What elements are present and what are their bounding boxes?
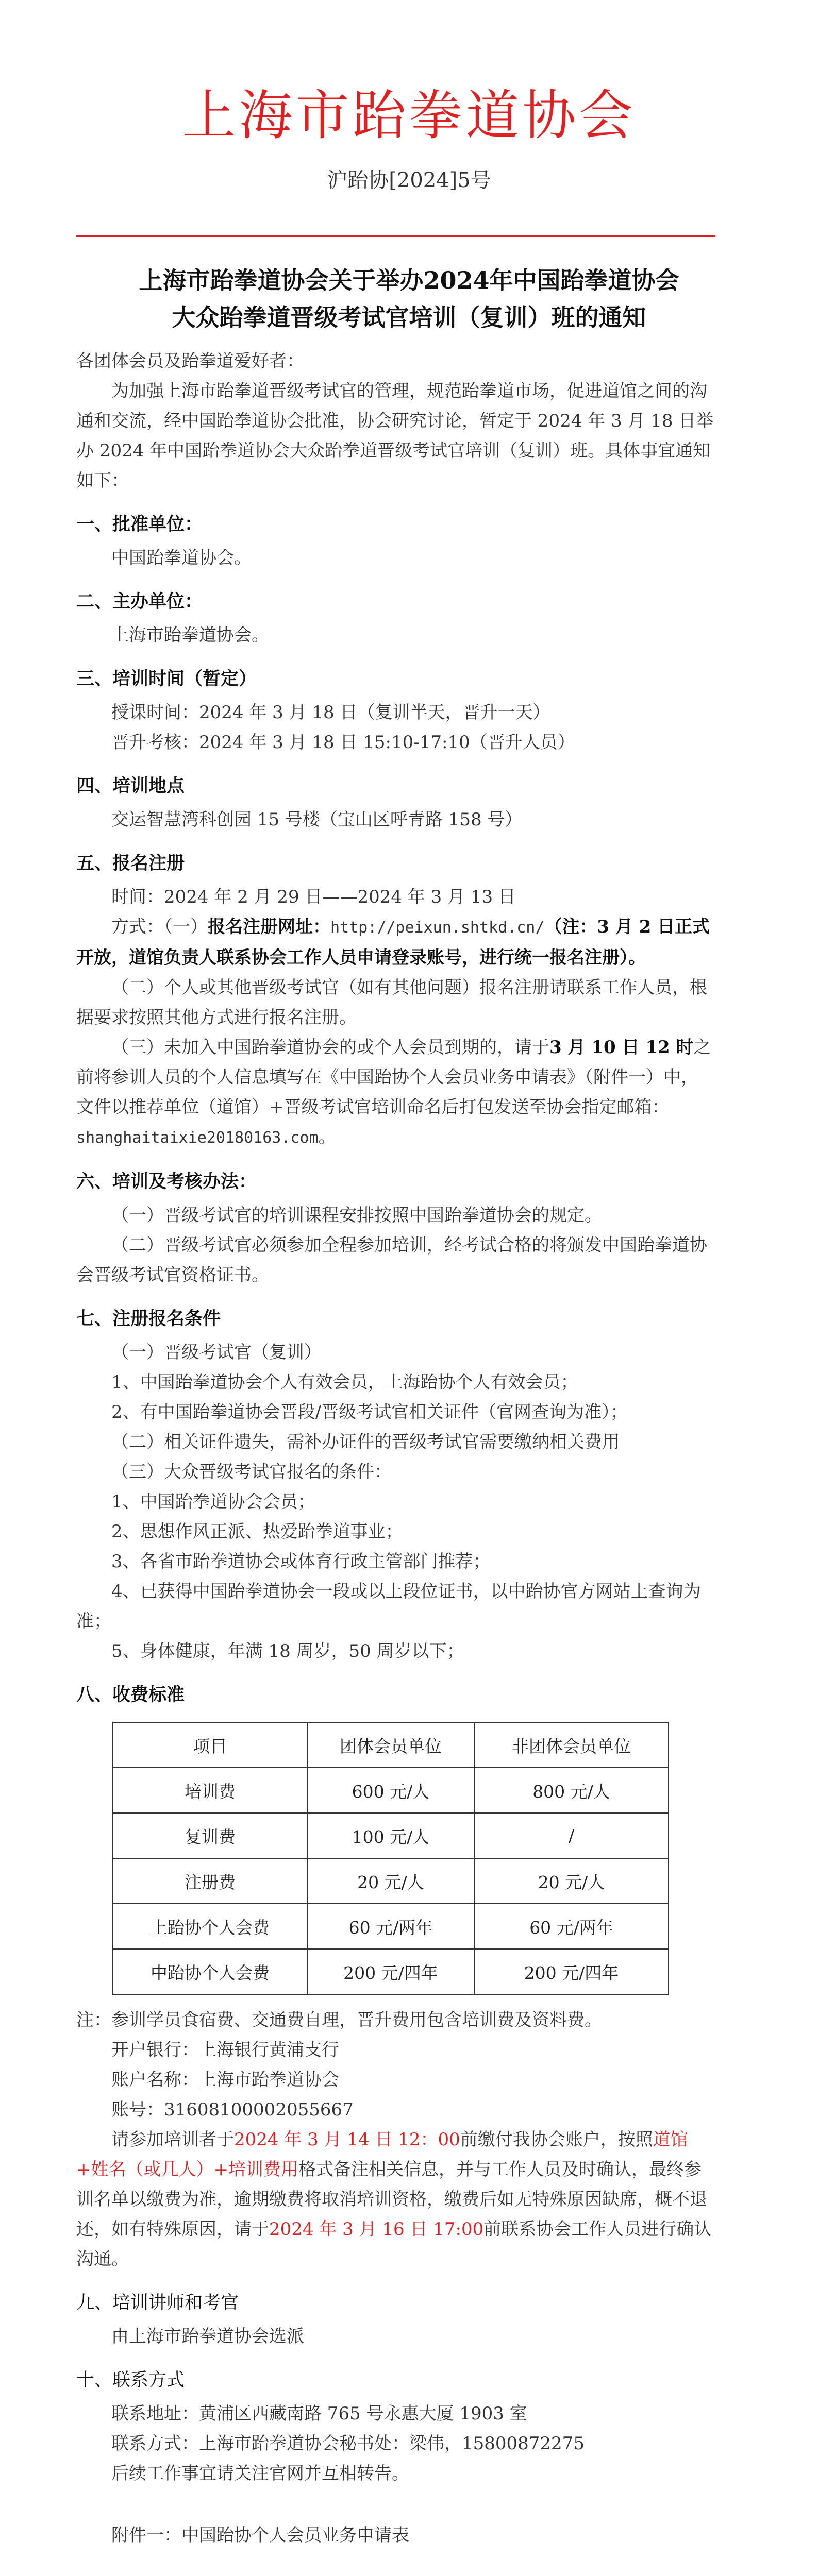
section-heading-contact: 十、联系方式 (76, 2370, 185, 2391)
section-heading-instructors: 九、培训讲师和考官 (76, 2293, 239, 2313)
fee-note: 注：参训学员食宿费、交通费自理，晋升费用包含培训费及资料费。 (76, 2010, 602, 2030)
conditions-d3: 3、各省市跆拳道协会或体育行政主管部门推荐； (111, 1551, 491, 1572)
approver-text: 中国跆拳道协会。 (111, 548, 252, 568)
fee-cell: 200 元/四年 (307, 1949, 474, 1994)
account-name: 账户名称：上海市跆拳道协会 (111, 2070, 339, 2090)
registration-item-3 (76, 1032, 715, 1153)
fee-table-header-row (113, 1722, 669, 1768)
conditions-sub-3: （三）大众晋级考试官报名的条件： (111, 1462, 392, 1482)
conditions-c2: 2、有中国跆拳道协会晋段/晋级考试官相关证件（官网查询为准）； (111, 1402, 628, 1422)
item3-text-a: （三）未加入中国跆拳道协会的或个人会员到期的，请于 (111, 1037, 549, 1058)
method-note: （注：3 月 2 日正式开放，道馆负责人联系协会工作人员申请登录账号，进行统一报名注册）。 (76, 917, 710, 968)
assessment-item-1: （一）晋级考试官的培训课程安排按照中国跆拳道协会的规定。 (111, 1205, 602, 1226)
registration-time: 时间：2024 年 2 月 29 日——2024 年 3 月 13 日 (111, 887, 516, 907)
item3-text-b: 之前将参训人员的个人信息填写在《中国跆协个人会员业务申请表》（附件一）中，文件以推荐单位（道馆）+晋级考试官培训命名后打包发送至协会指定邮箱： (76, 1037, 711, 1117)
conditions-sub-1: （一）晋级考试官（复训） (111, 1342, 322, 1363)
conditions-d5: 5、身体健康，年满 18 周岁，50 周岁以下； (111, 1641, 464, 1662)
document-number: 沪跆协[2024]5号 (327, 168, 491, 192)
section-heading-location: 四、培训地点 (76, 775, 185, 796)
pay-deadline: 2024 年 3 月 14 日 12：00 (234, 2129, 460, 2150)
registration-item-2: （二）个人或其他晋级考试官（如有其他问题）报名注册请联系工作人员，根据要求按照其他方式进行报名注册。 (76, 977, 707, 1028)
fee-cell: 200 元/四年 (474, 1949, 669, 1994)
fee-cell: / (474, 1813, 669, 1858)
fee-table (112, 1722, 669, 1995)
notice-body (76, 346, 715, 2550)
notice-title-line2: 大众跆拳道晋级考试官培训（复训）班的通知 (172, 303, 646, 331)
section-heading-approver: 一、批准单位： (76, 514, 203, 535)
fee-cell: 600 元/人 (307, 1768, 474, 1813)
conditions-sub-2: （二）相关证件遗失，需补办证件的晋级考试官需要缴纳相关费用 (111, 1432, 620, 1452)
fee-cell: 20 元/人 (474, 1858, 669, 1904)
fee-cell: 100 元/人 (307, 1813, 474, 1858)
lecture-time: 授课时间：2024 年 3 月 18 日（复训半天，晋升一天） (111, 702, 550, 723)
table-row (113, 1904, 669, 1949)
table-row (113, 1768, 669, 1813)
instructors-text: 由上海市跆拳道协会选派 (111, 2326, 304, 2347)
pay-text-c: 格式备注相关信息，并与工作人员及时确认，最终参训名单以缴费为准，逾期缴费将取消培训资格，缴费后如无特殊原因缺席，概不退还，如有特殊原因，请于 (76, 2159, 707, 2240)
item3-deadline: 3 月 10 日 12 时 (549, 1037, 694, 1058)
attachment-link[interactable]: 附件一：中国跆协个人会员业务申请表 (111, 2525, 409, 2546)
intro-paragraph: 为加强上海市跆拳道晋级考试官的管理，规范跆拳道市场，促进道馆之间的沟通和交流，经中国跆拳道协会批准，协会研究讨论，暂定于 2024 年 3 月 18 日举办 2024 年中国跆拳道协会大众跆拳道晋级考试官培训（复训）班。具体事宜通知如下： (76, 381, 714, 491)
fee-cell: 培训费 (113, 1768, 307, 1813)
conditions-d2: 2、思想作风正派、热爱跆拳道事业； (111, 1521, 403, 1542)
conditions-d1: 1、中国跆拳道协会会员； (111, 1492, 315, 1512)
item3-end: 。 (318, 1127, 336, 1147)
notice-title-line1: 上海市跆拳道协会关于举办2024年中国跆拳道协会 (139, 266, 679, 294)
table-row (113, 1813, 669, 1858)
pay-remark-format: 道馆+姓名（或几人）+培训费用 (76, 2129, 688, 2180)
pay-text-b: 前缴付我协会账户，按照 (460, 2129, 653, 2150)
section-heading-registration: 五、报名注册 (76, 853, 185, 874)
table-row (113, 1949, 669, 1994)
location-text: 交运智慧湾科创园 15 号楼（宝山区呼青路 158 号） (111, 809, 523, 830)
fee-cell: 800 元/人 (474, 1768, 669, 1813)
section-heading-assessment: 六、培训及考核办法： (76, 1171, 257, 1192)
fee-cell: 复训费 (113, 1813, 307, 1858)
section-heading-fees: 八、收费标准 (76, 1684, 185, 1705)
exam-time: 晋升考核：2024 年 3 月 18 日 15:10-17:10（晋升人员） (111, 732, 575, 753)
method-label: 报名注册网址： (208, 917, 330, 937)
pay-text-d: 前联系协会工作人员进行确认沟通。 (76, 2219, 712, 2269)
assessment-item-2: （二）晋级考试官必须参加全程参加培训，经考试合格的将颁发中国跆拳道协会晋级考试官资格证书。 (76, 1235, 707, 1285)
letterhead-title: 上海市跆拳道协会 (182, 84, 636, 147)
pay-contact-deadline: 2024 年 3 月 16 日 17:00 (269, 2219, 484, 2240)
fee-cell: 注册费 (113, 1858, 307, 1904)
registration-url-link[interactable]: http://peixun.shtkd.cn/ (330, 919, 545, 937)
contact-address: 联系地址：黄浦区西藏南路 765 号永惠大厦 1903 室 (111, 2403, 527, 2424)
fee-cell: 上跆协个人会费 (113, 1904, 307, 1949)
fee-cell: 20 元/人 (307, 1858, 474, 1904)
section-heading-conditions: 七、注册报名条件 (76, 1308, 221, 1329)
contact-person: 联系方式：上海市跆拳道协会秘书处：梁伟，15800872275 (111, 2433, 585, 2454)
section-heading-organizer: 二、主办单位： (76, 591, 203, 612)
salutation: 各团体会员及跆拳道爱好者： (76, 351, 304, 371)
payment-instructions (76, 2125, 715, 2274)
fee-header-item: 项目 (113, 1722, 307, 1768)
fee-header-nonmember: 非团体会员单位 (474, 1722, 669, 1768)
letterhead-divider (76, 235, 715, 237)
account-number: 账号：31608100002055667 (111, 2099, 354, 2120)
email-link[interactable]: shanghaitaixie20180163.com (76, 1129, 319, 1147)
fee-cell: 60 元/两年 (307, 1904, 474, 1949)
follow-up-note: 后续工作事宜请关注官网并互相转告。 (111, 2463, 409, 2484)
fee-cell: 中跆协个人会费 (113, 1949, 307, 1994)
organizer-text: 上海市跆拳道协会。 (111, 625, 269, 646)
bank-name: 开户银行：上海银行黄浦支行 (111, 2040, 339, 2060)
pay-text-a: 请参加培训者于 (111, 2129, 234, 2150)
conditions-c1: 1、中国跆拳道协会个人有效会员，上海跆协个人有效会员； (111, 1372, 578, 1393)
section-heading-time: 三、培训时间（暂定） (76, 668, 257, 689)
registration-method (76, 912, 715, 973)
fee-cell: 60 元/两年 (474, 1904, 669, 1949)
conditions-d4: 4、已获得中国跆拳道协会一段或以上段位证书，以中跆协官方网站上查询为准； (76, 1581, 701, 1632)
fee-header-member: 团体会员单位 (307, 1722, 474, 1768)
table-row (113, 1858, 669, 1904)
method-prefix: 方式：（一） (111, 917, 208, 937)
